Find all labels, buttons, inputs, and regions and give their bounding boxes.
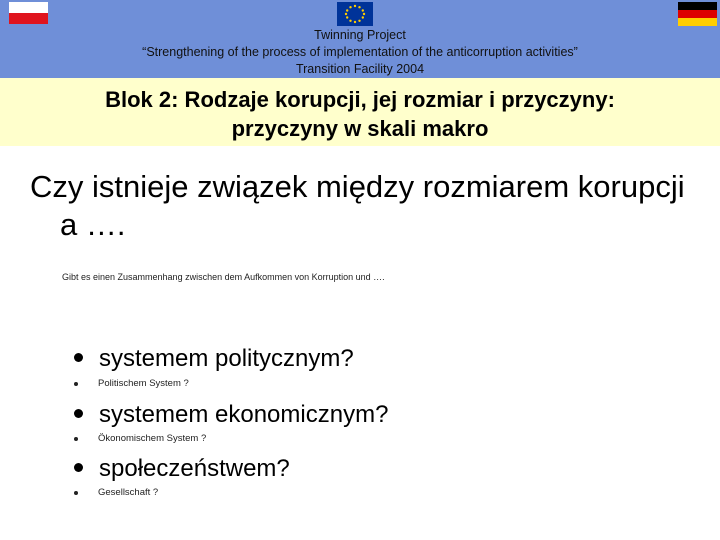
header-line-3: Transition Facility 2004 xyxy=(295,62,425,76)
bullet-text-de: Politischem System ? xyxy=(98,378,189,389)
poland-flag-icon xyxy=(9,2,48,24)
bullet-text-de: Gesellschaft ? xyxy=(98,487,159,498)
bullet-text: systemem politycznym? xyxy=(99,345,354,372)
project-header-text xyxy=(0,27,720,78)
bullet-text: społeczeństwem? xyxy=(99,455,290,482)
question-german: Gibt es einen Zusammenhang zwischen dem Aufkommen von Korruption und …. xyxy=(62,272,385,282)
slide-title xyxy=(0,85,720,143)
bullet-society xyxy=(74,454,290,484)
bullet-text: systemem ekonomicznym? xyxy=(99,401,389,428)
bullet-icon xyxy=(74,463,83,472)
main-question xyxy=(10,168,710,244)
bullet-icon xyxy=(74,437,78,441)
eu-flag-icon xyxy=(337,2,373,26)
bullet-economic xyxy=(74,400,388,430)
question-line-1: Czy istnieje związek między rozmiarem korupcji xyxy=(30,169,685,204)
question-line-2: a …. xyxy=(60,207,126,242)
germany-flag-icon xyxy=(678,2,717,26)
header-line-2: “Strengthening of the process of implementation of the anticorruption activities” xyxy=(142,45,578,59)
bullet-economic-de xyxy=(74,433,206,445)
bullet-political-de xyxy=(74,378,189,390)
bullet-icon xyxy=(74,409,83,418)
bullet-society-de xyxy=(74,487,158,499)
bullet-political xyxy=(74,344,354,374)
bullet-icon xyxy=(74,353,83,362)
slide-title-line-2: przyczyny w skali makro xyxy=(231,116,489,141)
slide-title-line-1: Blok 2: Rodzaje korupcji, jej rozmiar i przyczyny: xyxy=(105,87,615,112)
bullet-icon xyxy=(74,491,78,495)
header-line-1: Twinning Project xyxy=(314,28,406,42)
bullet-icon xyxy=(74,382,78,386)
header-band xyxy=(0,0,720,78)
bullet-text-de: Ökonomischem System ? xyxy=(98,433,207,444)
